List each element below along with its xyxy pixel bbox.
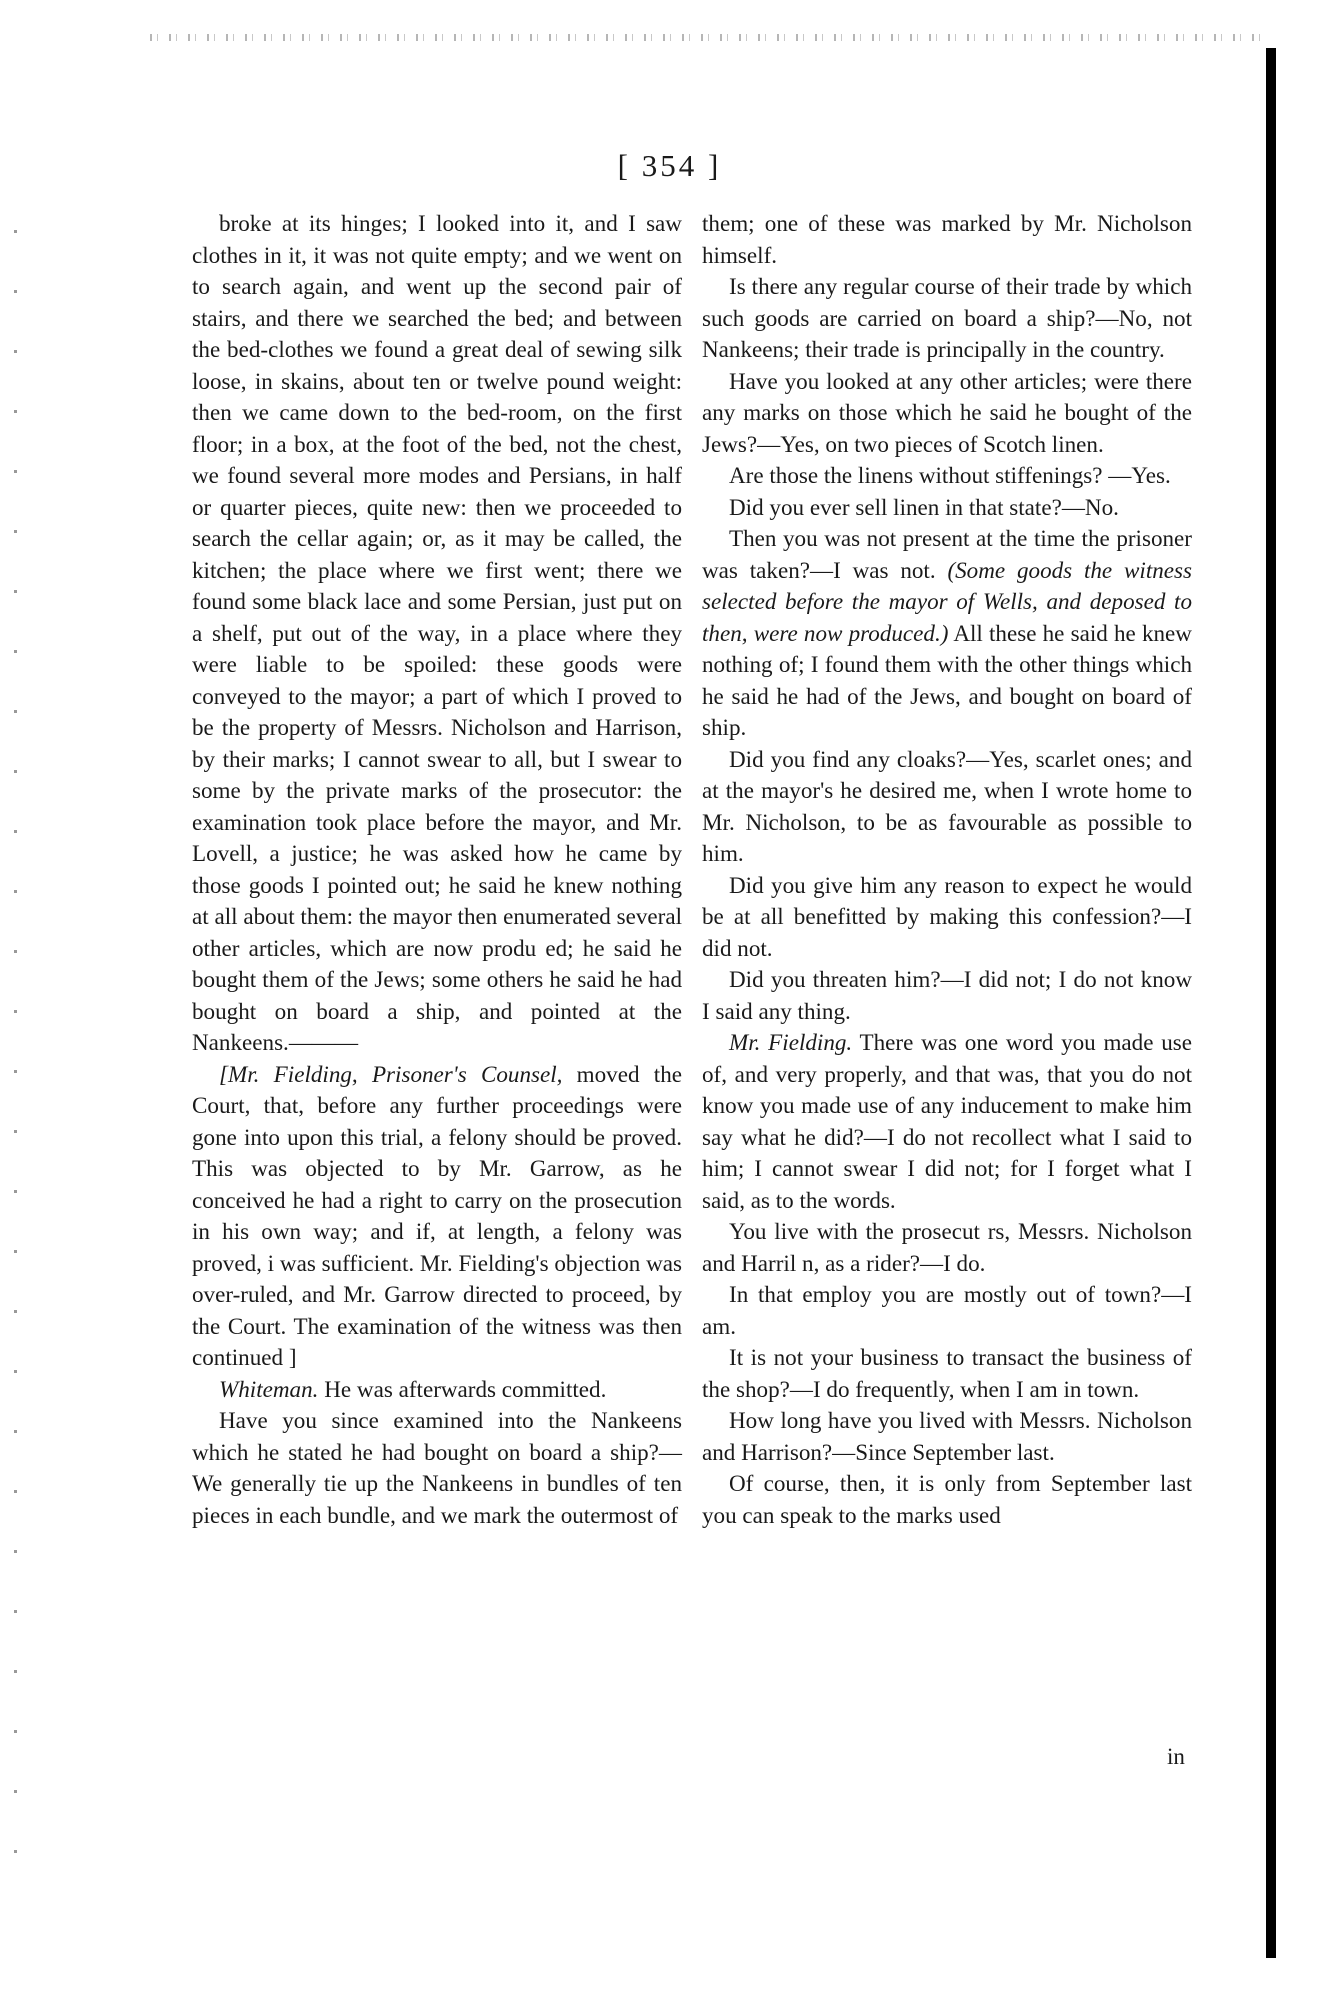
paragraph: You live with the prosecut rs, Messrs. Nicholson and Harril n, as a rider?—I do. <box>702 1218 1192 1276</box>
paragraph: Did you ever sell linen in that state?—No. <box>729 493 1119 520</box>
paragraph: Then you was not present at the time the prisoner was taken?—I was not. (Some goods the witness selected before the mayor of Wells, and deposed to then, were now produced.) All these he said he knew nothing of; I found them with the other things which he said he had of the Jews, and bought on board of ship. <box>702 525 1193 740</box>
scan-noise-top <box>150 34 1270 41</box>
paragraph: In that employ you are mostly out of town?—I am. <box>702 1281 1192 1339</box>
page-number: [ 354 ] <box>617 148 722 183</box>
right-column <box>702 208 1192 1531</box>
paragraph: How long have you lived with Messrs. Nicholson and Harrison?—Since September last. <box>702 1407 1192 1465</box>
paragraph: Did you threaten him?—I did not; I do not know I said any thing. <box>702 966 1192 1024</box>
scan-binding-edge <box>1266 48 1276 1958</box>
paragraph: Is there any regular course of their trade by which such goods are carried on board a ship?—No, not Nankeens; their trade is principally in the country. <box>702 273 1192 362</box>
paragraph: [Mr. Fielding, Prisoner's Counsel, moved the Court, that, before any further proceedings were gone into upon this trial, a felony should be proved. This was objected to by Mr. Garrow, as he conceived he had a right to carry on the prosecution in his own way; and if, at length, a felony was proved, i was sufficient. Mr. Fielding's objection was over-ruled, and Mr. Garrow directed to proceed, by the Court. The examination of the witness was then continued ] <box>192 1060 682 1370</box>
paragraph: Whiteman. He was afterwards committed. <box>219 1375 607 1402</box>
paragraph: Mr. Fielding. There was one word you made use of, and very properly, and that was, that you do not know you made use of any inducement to make him say what he did?—I do not recollect what I said to him; I cannot swear I did not; for I forget what I said, as to the words. <box>702 1029 1192 1213</box>
catchword: in <box>1167 1744 1185 1769</box>
paragraph: them; one of these was marked by Mr. Nicholson himself. <box>702 210 1192 268</box>
paragraph: Did you give him any reason to expect he would be at all benefitted by making this confession?—I did not. <box>702 871 1192 961</box>
paragraph: Have you since examined into the Nankeens which he stated he had bought on board a ship?—We generally tie up the Nankeens in bundles of ten pieces in each bundle, and we mark the outermost of <box>192 1407 682 1528</box>
paragraph: Are those the linens without stiffenings? —Yes. <box>729 462 1171 488</box>
paragraph: broke at its hinges; I looked into it, and I saw clothes in it, it was not quite empty; and we went on to search again, and went up the second pair of stairs, and there we searched the bed; and between the bed-clothes we found a great deal of sewing silk loose, in skains, about ten or twelve pound weight: then we came down to the bed-room, on the first floor; in a box, at the foot of the bed, not the chest, we found several more modes and Persians, in half or quarter pieces, quite new: then we proceeded to search the cellar again; or, as it may be called, the kitchen; the place where we first went; there we found some black lace and some Persian, just put on a shelf, put out of the way, in a place where they were liable to be spoiled: these goods were conveyed to the mayor; a part of which I proved to be the property of Messrs. Nicholson and Harrison, by their marks; I cannot swear to all, but I swear to some by the private marks of the prosecutor: the examination took place before the mayor, and Mr. Lovell, a justice; he was asked how he came by those goods I pointed out; he said he knew nothing at all about them: the mayor then enumerated several other articles, which are now produ ed; he said he bought them of the Jews; some others he said he had bought on board a ship, and pointed at the Nankeens.——— <box>192 210 682 1055</box>
paragraph: Did you find any cloaks?—Yes, scarlet ones; and at the mayor's he desired me, when I wrote home to Mr. Nicholson, to be as favourable as possible to him. <box>702 745 1192 866</box>
paragraph: Have you looked at any other articles; were there any marks on those which he said he bought of the Jews?—Yes, on two pieces of Scotch linen. <box>702 367 1192 457</box>
scan-noise-left-margin <box>14 230 17 1870</box>
paragraph: Of course, then, it is only from September last you can speak to the marks used <box>702 1470 1192 1528</box>
paragraph: It is not your business to transact the business of the shop?—I do frequently, when I am in town. <box>702 1344 1192 1402</box>
left-column <box>192 208 682 1531</box>
